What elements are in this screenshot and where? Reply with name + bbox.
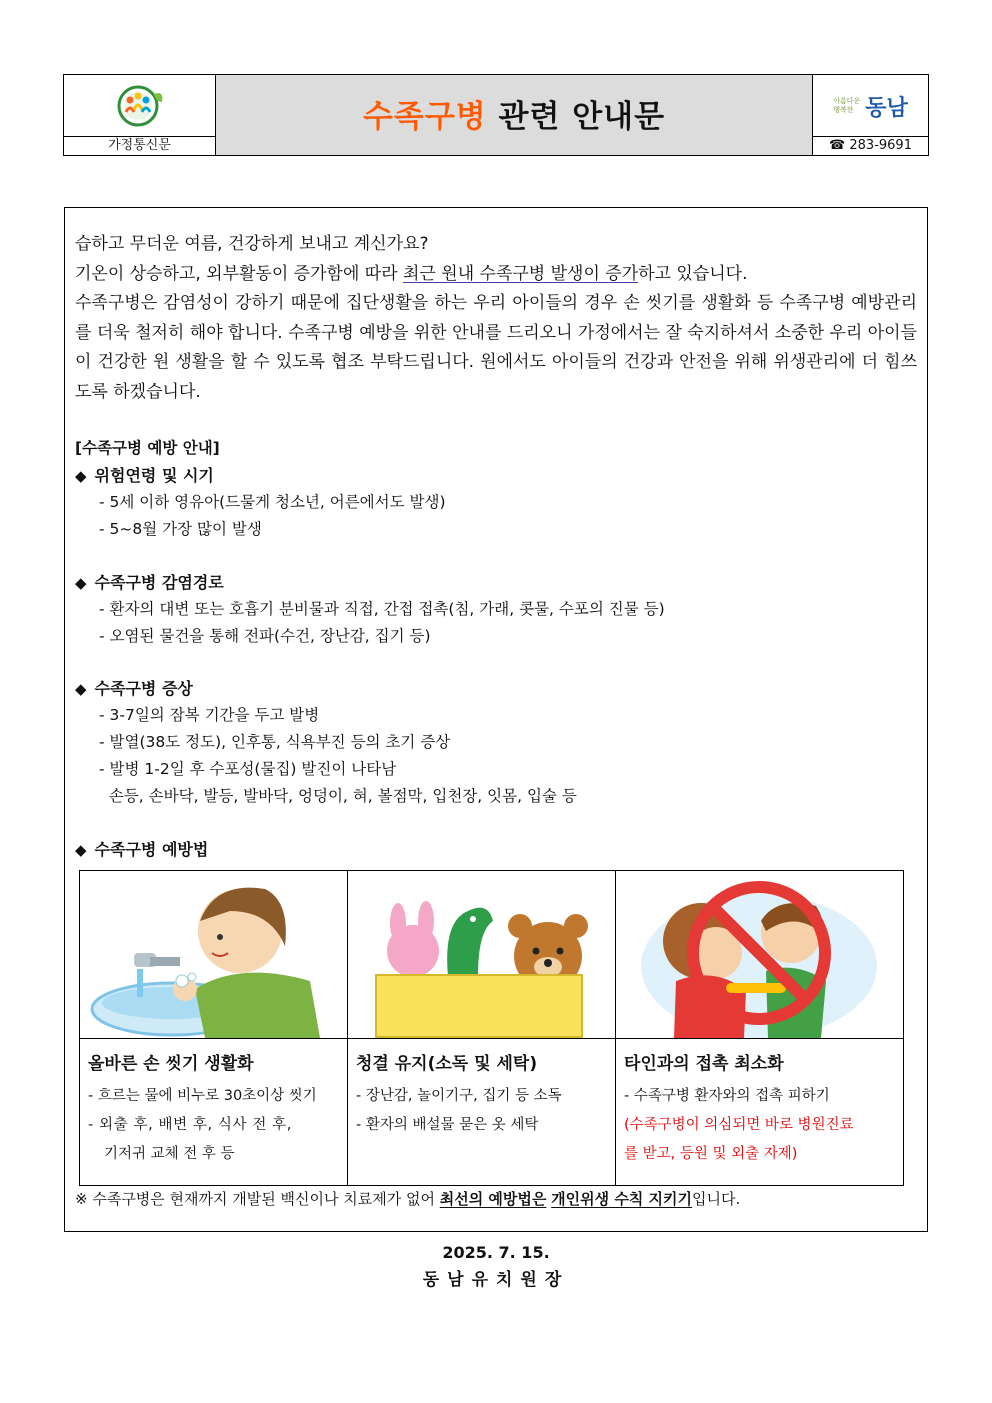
intro-line-2a: 기온이 상승하고, 외부활동이 증가함에 따라 — [75, 263, 404, 284]
prevention-warning: 를 받고, 등원 및 외출 자제) — [624, 1146, 798, 1162]
intro-line-1: 습하고 무더운 여름, 건강하게 보내고 계신가요? — [75, 234, 429, 254]
signature: 동남유치원장 — [422, 1270, 570, 1290]
list-item: - 발열(38도 정도), 인후통, 식욕부진 등의 초기 증상 — [99, 733, 451, 751]
page-title — [363, 91, 665, 136]
intro-paragraph: 수족구병은 감염성이 강하기 때문에 집단생활을 하는 우리 아이들의 경우 손 씻기를 생활화 등 수족구병 예방관리를 더욱 철저히 해야 합니다. 수족구병 예방을 위한 안내를 드리오니 가정에서는 잘 숙지하셔서 소중한 우리 아이들이 건강한 원 생활을 할 수 있도록 협조 부탁드립니다. 원에서도 아이들의 건강과 안전을 위해 위생관리에 더 힘쓰도록 하겠습니다. — [75, 293, 917, 402]
title-accent: 수족구병 — [362, 98, 487, 135]
contact-text — [616, 1039, 903, 1169]
phone-icon: ☎ — [829, 138, 846, 153]
prevention-contact — [616, 871, 903, 1185]
notice-body — [64, 207, 928, 1232]
section-label: 수족구병 감염경로 — [94, 573, 224, 592]
prevention-heading: 올바른 손 씻기 생활화 — [88, 1054, 254, 1074]
list-item: - 발병 1-2일 후 수포성(물집) 발진이 나타남 — [99, 760, 397, 778]
header-title-cell — [216, 75, 812, 155]
note-suffix: 입니다. — [692, 1190, 741, 1208]
title-rest: 관련 안내문 — [486, 98, 666, 135]
list-item: 손등, 손바닥, 발등, 발바닥, 엉덩이, 혀, 볼점막, 입천장, 잇몸, 입술 등 — [99, 787, 577, 805]
prevention-line: - 장난감, 놀이기구, 집기 등 소독 — [356, 1088, 562, 1104]
header-right-cell — [812, 75, 928, 155]
section-title-symptom — [75, 676, 193, 699]
header-left-label: 가정통신문 — [64, 136, 215, 155]
section-title-route — [75, 570, 224, 593]
note-bold-1: 최선의 예방법은 — [439, 1190, 547, 1208]
prevention-heading: 청결 유지(소독 및 세탁) — [356, 1054, 538, 1074]
handwash-illustration — [80, 871, 347, 1039]
phone-value: 283-9691 — [849, 138, 912, 153]
list-item: - 환자의 대변 또는 호흡기 분비물과 직접, 간접 접촉(침, 가래, 콧물, 수포의 진물 등) — [99, 600, 665, 618]
prevention-heading: 타인과의 접촉 최소화 — [624, 1054, 784, 1074]
note-prefix: ※ 수족구병은 현재까지 개발된 백신이나 치료제가 없어 — [75, 1190, 440, 1208]
guide-title: [수족구병 예방 안내] — [75, 439, 220, 457]
school-emblem-logo — [64, 75, 215, 137]
handwash-text — [80, 1039, 347, 1169]
diamond-icon: ◆ — [75, 680, 87, 698]
no-contact-illustration — [616, 871, 903, 1039]
issue-date: 2025. 7. 15. — [442, 1243, 550, 1262]
diamond-icon: ◆ — [75, 574, 87, 592]
brand-logo-small: 아름다운 행복한 — [833, 97, 861, 114]
list-item: - 오염된 물건을 통해 전파(수건, 장난감, 집기 등) — [99, 627, 431, 645]
cleanliness-text — [348, 1039, 615, 1140]
list-item: - 5~8월 가장 많이 발생 — [99, 520, 262, 538]
header-left-cell — [64, 75, 216, 155]
prevention-table — [79, 870, 904, 1186]
prevention-cleanliness — [348, 871, 616, 1185]
list-item: - 5세 이하 영유아(드물게 청소년, 어른에서도 발생) — [99, 493, 446, 511]
brand-logo — [813, 75, 928, 137]
brand-logo-text: 동남 — [865, 95, 908, 121]
diamond-icon: ◆ — [75, 841, 87, 859]
intro-line-2-underline: 최근 원내 수족구병 발생이 증가 — [403, 263, 639, 284]
section-label: 위험연령 및 시기 — [94, 466, 214, 485]
prevention-line: - 환자의 배설물 묻은 옷 세탁 — [356, 1117, 539, 1133]
section-title-risk — [75, 463, 214, 486]
list-item: - 3-7일의 잠복 기간을 두고 발병 — [99, 706, 320, 724]
prevention-line: - 외출 후, 배변 후, 식사 전 후, — [88, 1117, 292, 1133]
toybox-illustration — [348, 871, 615, 1039]
prevention-warning: (수족구병이 의심되면 바로 병원진료 — [624, 1117, 854, 1133]
newsletter-header — [63, 74, 929, 156]
prevention-line: 기저귀 교체 전 후 등 — [104, 1146, 235, 1162]
phone-number — [813, 136, 928, 155]
section-label: 수족구병 증상 — [94, 679, 193, 698]
prevention-line: - 수족구병 환자와의 접촉 피하기 — [624, 1088, 830, 1104]
intro-line-2 — [75, 260, 917, 290]
intro-line-2b: 하고 있습니다. — [638, 263, 748, 284]
footnote — [75, 1188, 740, 1209]
prevention-line: - 흐르는 물에 비누로 30초이상 씻기 — [88, 1088, 317, 1104]
note-bold-2: 개인위생 수칙 지키기 — [551, 1190, 693, 1208]
intro-text — [75, 230, 917, 407]
section-title-prevention — [75, 837, 208, 860]
section-label: 수족구병 예방법 — [94, 840, 209, 859]
prevention-handwash — [80, 871, 348, 1185]
diamond-icon: ◆ — [75, 467, 87, 485]
emblem-icon — [112, 82, 168, 130]
